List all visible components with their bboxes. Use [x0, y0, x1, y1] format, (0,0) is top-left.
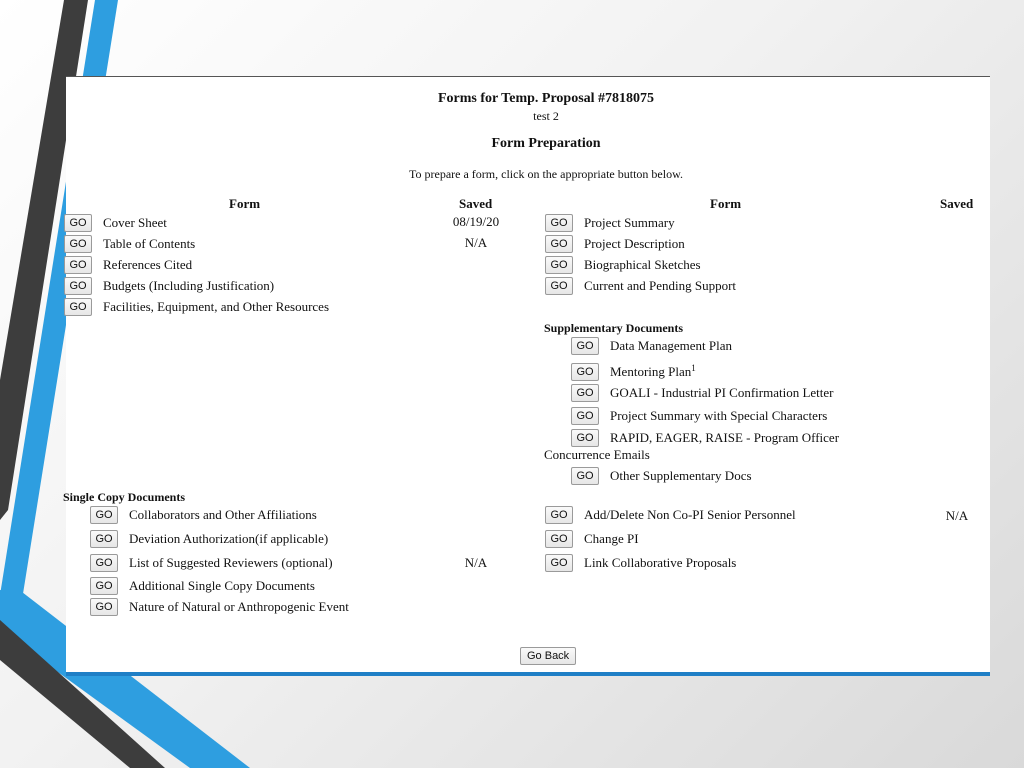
supp-label-mentoring-plan: Mentoring Plan$^1$ — [610, 363, 696, 379]
supp-label-project-summary-special: Project Summary with Special Characters — [610, 408, 828, 423]
go-change-pi-button[interactable]: GO — [545, 530, 573, 548]
go-biographical-sketches-button[interactable]: GO — [545, 256, 573, 274]
form-label-references-cited: References Cited — [103, 257, 193, 272]
go-mentoring-plan-button[interactable]: GO — [571, 363, 599, 381]
go-senior-personnel-button[interactable]: GO — [545, 506, 573, 524]
go-project-description-button[interactable]: GO — [545, 235, 573, 253]
saved-table-of-contents: N/A — [464, 235, 488, 250]
single-label-deviation-authorization: Deviation Authorization(if applicable) — [129, 531, 329, 546]
page-title: Forms for Temp. Proposal #7818075 — [437, 91, 655, 106]
action-label-link-collaborative: Link Collaborative Proposals — [584, 555, 737, 570]
saved-cover-sheet: 08/19/20 — [452, 214, 500, 229]
form-label-table-of-contents: Table of Contents — [103, 236, 196, 251]
go-back-button[interactable]: Go Back — [520, 647, 576, 665]
supp-label-rapid-eager-raise-cont: Concurrence Emails — [544, 447, 650, 462]
single-label-suggested-reviewers: List of Suggested Reviewers (optional) — [129, 555, 333, 570]
single-label-additional-single-copy: Additional Single Copy Documents — [129, 578, 315, 593]
go-references-cited-button[interactable]: GO — [64, 256, 92, 274]
form-label-cover-sheet: Cover Sheet — [103, 215, 167, 230]
form-label-biographical-sketches: Biographical Sketches — [584, 257, 701, 272]
right-form-header: Form — [710, 196, 742, 211]
section-title: Form Preparation — [491, 136, 601, 151]
action-label-senior-personnel: Add/Delete Non Co-PI Senior Personnel — [584, 507, 796, 522]
go-other-supplementary-docs-button[interactable]: GO — [571, 467, 599, 485]
go-current-pending-support-button[interactable]: GO — [545, 277, 573, 295]
go-collaborators-button[interactable]: GO — [90, 506, 118, 524]
footnote-marker: 1 — [691, 363, 696, 373]
forms-panel — [63, 76, 990, 676]
supp-label-rapid-eager-raise: RAPID, EAGER, RAISE - Program Officer — [610, 430, 840, 445]
action-label-change-pi: Change PI — [584, 531, 639, 546]
go-goali-letter-button[interactable]: GO — [571, 384, 599, 402]
go-additional-single-copy-button[interactable]: GO — [90, 577, 118, 595]
saved-suggested-reviewers: N/A — [464, 555, 488, 570]
single-copy-docs-title: Single Copy Documents — [63, 490, 186, 504]
go-data-management-plan-button[interactable]: GO — [571, 337, 599, 355]
form-label-project-summary: Project Summary — [584, 215, 675, 230]
form-label-current-pending-support: Current and Pending Support — [584, 278, 737, 293]
go-facilities-button[interactable]: GO — [64, 298, 92, 316]
go-rapid-eager-raise-button[interactable]: GO — [571, 429, 599, 447]
go-project-summary-button[interactable]: GO — [545, 214, 573, 232]
go-suggested-reviewers-button[interactable]: GO — [90, 554, 118, 572]
proposal-subtitle: test 2 — [533, 109, 559, 123]
go-natural-event-button[interactable]: GO — [90, 598, 118, 616]
go-link-collaborative-button[interactable]: GO — [545, 554, 573, 572]
single-label-natural-event: Nature of Natural or Anthropogenic Event — [129, 599, 349, 614]
go-deviation-authorization-button[interactable]: GO — [90, 530, 118, 548]
go-project-summary-special-button[interactable]: GO — [571, 407, 599, 425]
form-label-project-description: Project Description — [584, 236, 685, 251]
right-saved-header: Saved — [940, 196, 974, 211]
single-label-collaborators: Collaborators and Other Affiliations — [129, 507, 317, 522]
supp-label-data-management-plan: Data Management Plan — [610, 338, 733, 353]
go-table-of-contents-button[interactable]: GO — [64, 235, 92, 253]
left-saved-header: Saved — [459, 196, 493, 211]
go-cover-sheet-button[interactable]: GO — [64, 214, 92, 232]
instruction-text: To prepare a form, click on the appropriate button below. — [409, 167, 683, 181]
form-label-facilities: Facilities, Equipment, and Other Resources — [103, 299, 330, 314]
left-form-header: Form — [229, 196, 261, 211]
saved-senior-personnel: N/A — [945, 508, 969, 523]
go-budgets-button[interactable]: GO — [64, 277, 92, 295]
supp-label-other-supplementary-docs: Other Supplementary Docs — [610, 468, 752, 483]
form-label-budgets: Budgets (Including Justification) — [103, 278, 275, 293]
supplementary-docs-title: Supplementary Documents — [544, 321, 684, 335]
supp-label-goali-letter: GOALI - Industrial PI Confirmation Letter — [610, 385, 834, 400]
